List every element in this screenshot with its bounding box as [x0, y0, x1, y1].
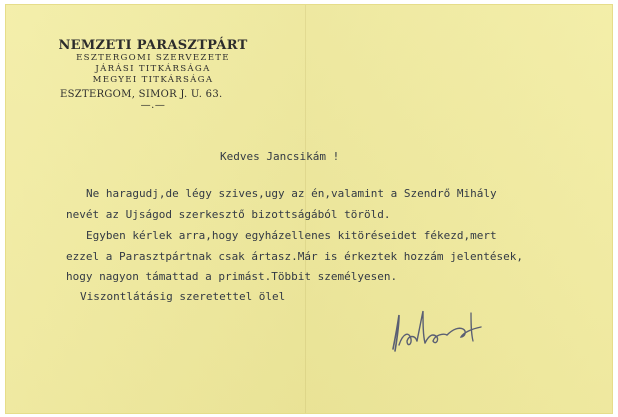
- letterhead-line-2: JÁRÁSI TITKÁRSÁGA: [95, 64, 211, 75]
- letter-line-4: ezzel a Parasztpártnak csak ártasz.Már is érkeztek hozzám jelentések,: [66, 250, 523, 263]
- letterhead-line-3: MEGYEI TITKÁRSÁGA: [92, 75, 214, 86]
- letterhead-line-1: ESZTERGOMI SZERVEZETE: [76, 53, 230, 63]
- handwritten-signature: [385, 305, 495, 357]
- letter-closing: Viszontlátásig szeretettel ölel: [80, 290, 286, 303]
- letter-line-1: Ne haragudj,de légy szives,ugy az én,valamint a Szendrő Mihály: [86, 187, 497, 200]
- letter-line-3: Egyben kérlek arra,hogy egyházellenes kitöréseidet fékezd,mert: [86, 229, 497, 242]
- letter-line-5: hogy nagyon támattad a primást.Többit személyesen.: [66, 270, 398, 283]
- letterhead-organization: NEMZETI PARASZTPÁRT: [58, 38, 248, 53]
- letter-line-2: nevét az Ujságod szerkesztő bizottságából töröld.: [66, 208, 391, 221]
- letterhead-address: ESZTERGOM, SIMOR J. U. 63.: [60, 88, 223, 100]
- letterhead: [48, 38, 258, 111]
- letterhead-reference-mark: —.—: [140, 99, 166, 111]
- letter-greeting: Kedves Jancsikám !: [220, 150, 340, 163]
